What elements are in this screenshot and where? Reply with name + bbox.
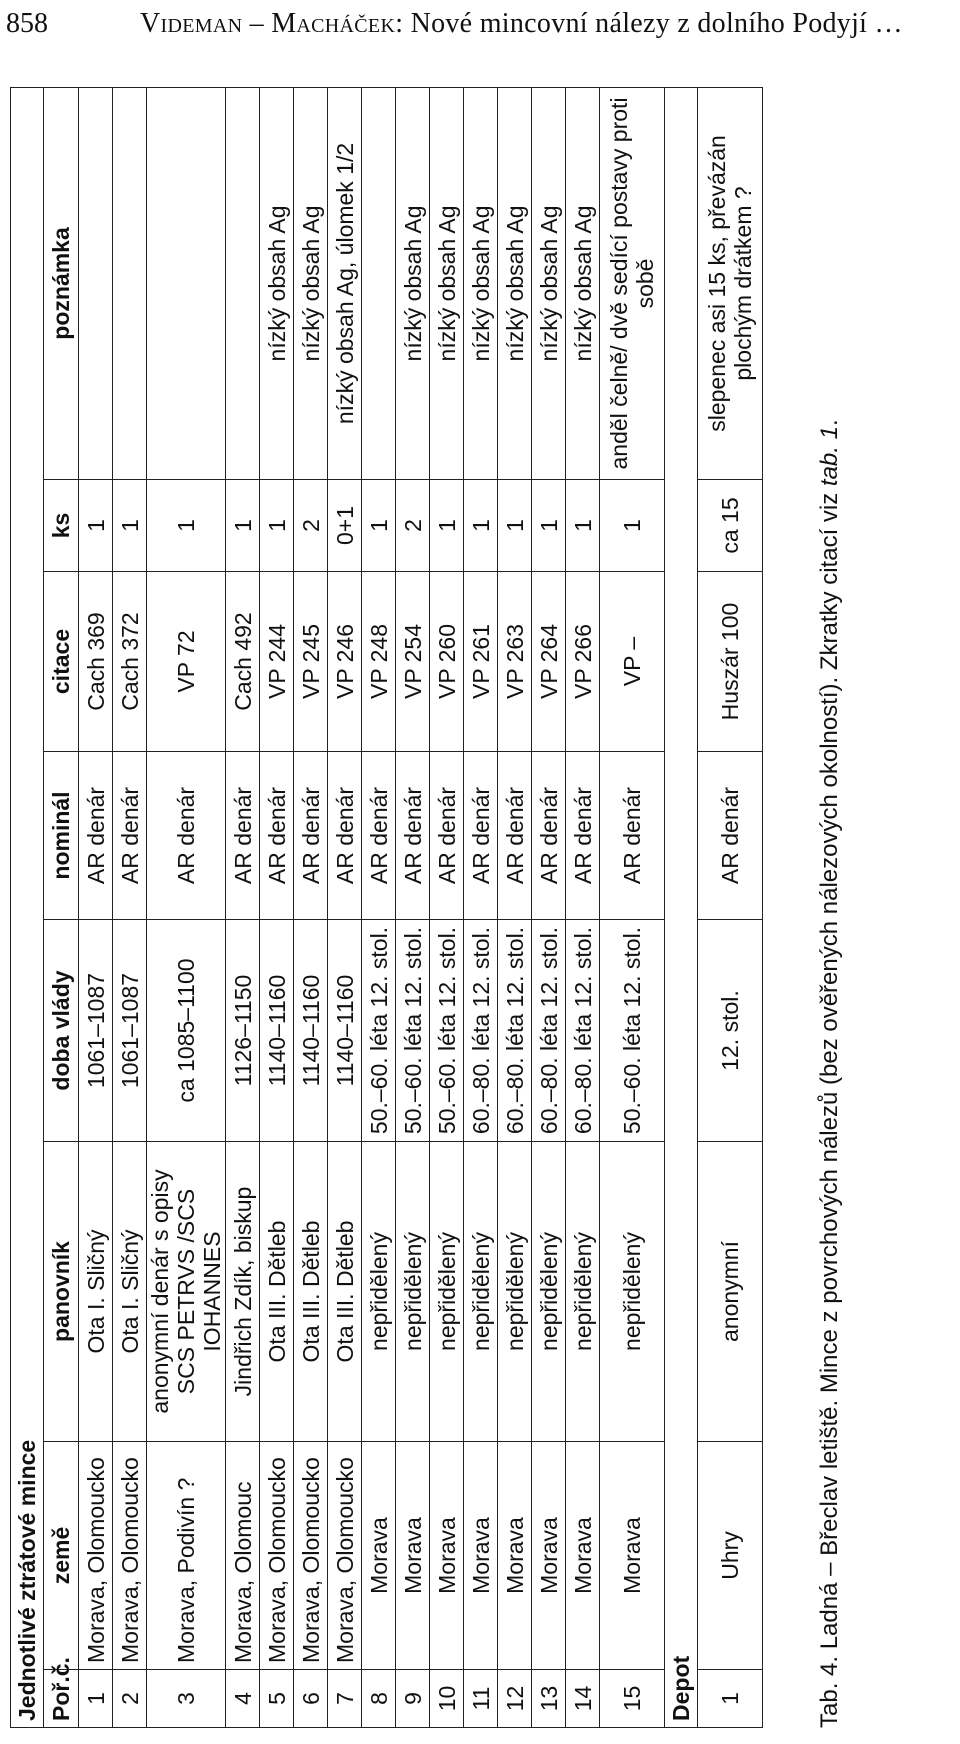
cell-země: Morava [600,1442,665,1670]
cell-dobavlády: 50.–60. léta 12. stol. [430,920,464,1142]
cell-země: Morava [498,1442,532,1670]
table-row [396,87,430,1727]
cell-ks: 1 [464,480,498,572]
cell-pořč: 11 [464,1670,498,1728]
cell-citace: VP 246 [328,572,362,752]
cell-dobavlády: 60.–80. léta 12. stol. [566,920,600,1142]
page-number: 858 [6,8,48,39]
table-row [79,87,113,1727]
cell-nominál: AR denár [294,752,328,920]
cell-nominál: AR denár [600,752,665,920]
cell-pořč: 1 [698,1670,763,1728]
cell-země: Morava, Podivín ? [147,1442,226,1670]
cell-ks: 1 [532,480,566,572]
table-row [260,87,294,1727]
cell-panovník: nepřidělený [498,1142,532,1442]
cell-nominál: AR denár [498,752,532,920]
table-row [566,87,600,1727]
coin-table [10,87,763,1728]
cell-poznámka: nízký obsah Ag [430,87,464,479]
cell-dobavlády: 50.–60. léta 12. stol. [600,920,665,1142]
author-2: Macháček [271,8,396,39]
cell-panovník: Ota I. Sličný [79,1142,113,1442]
cell-ks: 1 [147,480,226,572]
cell-pořč: 5 [260,1670,294,1728]
cell-citace: VP 245 [294,572,328,752]
header-row [44,87,79,1727]
cell-pořč: 15 [600,1670,665,1728]
cell-panovník: Ota I. Sličný [113,1142,147,1442]
cell-poznámka: nízký obsah Ag [294,87,328,479]
cell-pořč: 14 [566,1670,600,1728]
cell-citace: Cach 369 [79,572,113,752]
cell-dobavlády: 12. stol. [698,920,763,1142]
cell-dobavlády: 1126–1150 [226,920,260,1142]
cell-poznámka: nízký obsah Ag, úlomek 1/2 [328,87,362,479]
cell-země: Morava [430,1442,464,1670]
cell-panovník: anonymní denár s opisy SCS PETRVS /SCS IOHANNES [147,1142,226,1442]
table-row [328,87,362,1727]
table-row [147,87,226,1727]
cell-dobavlády: ca 1085–1100 [147,920,226,1142]
cell-ks: 1 [362,480,396,572]
cell-země: Morava, Olomoucko [294,1442,328,1670]
cell-ks: 2 [294,480,328,572]
cell-poznámka [226,87,260,479]
cell-země: Morava [532,1442,566,1670]
caption-end: . [816,419,843,427]
cell-pořč: 13 [532,1670,566,1728]
table-row [113,87,147,1727]
cell-dobavlády: 1140–1160 [294,920,328,1142]
cell-dobavlády: 60.–80. léta 12. stol. [532,920,566,1142]
cell-pořč: 6 [294,1670,328,1728]
cell-poznámka: nízký obsah Ag [396,87,430,479]
cell-nominál: AR denár [328,752,362,920]
cell-země: Morava [362,1442,396,1670]
cell-pořč: 3 [147,1670,226,1728]
cell-dobavlády: 50.–60. léta 12. stol. [396,920,430,1142]
cell-dobavlády: 1140–1160 [260,920,294,1142]
cell-panovník: Ota III. Dětleb [328,1142,362,1442]
column-header: ks [44,480,79,572]
cell-poznámka [362,87,396,479]
table-row [532,87,566,1727]
column-header: panovník [44,1142,79,1442]
cell-země: Morava [566,1442,600,1670]
cell-citace: Cach 372 [113,572,147,752]
cell-citace: VP 266 [566,572,600,752]
cell-nominál: AR denár [430,752,464,920]
cell-citace: VP 260 [430,572,464,752]
caption-reference: tab. 1 [816,426,843,487]
cell-země: Morava, Olomouc [226,1442,260,1670]
cell-panovník: nepřidělený [396,1142,430,1442]
cell-poznámka: anděl čelně/ dvě sedící postavy proti sobě [600,87,665,479]
section-row [11,87,44,1727]
cell-ks: 1 [566,480,600,572]
table-row [498,87,532,1727]
cell-nominál: AR denár [226,752,260,920]
cell-nominál: AR denár [698,752,763,920]
cell-poznámka [113,87,147,479]
cell-pořč: 9 [396,1670,430,1728]
cell-citace: VP 264 [532,572,566,752]
page-header [0,0,960,52]
cell-panovník: Ota III. Dětleb [260,1142,294,1442]
cell-ks: 1 [430,480,464,572]
cell-nominál: AR denár [79,752,113,920]
cell-pořč: 4 [226,1670,260,1728]
cell-ks: 1 [79,480,113,572]
cell-země: Morava [464,1442,498,1670]
cell-nominál: AR denár [113,752,147,920]
cell-citace: VP 261 [464,572,498,752]
cell-citace: VP – [600,572,665,752]
cell-ks: 1 [226,480,260,572]
cell-země: Morava [396,1442,430,1670]
cell-citace: VP 72 [147,572,226,752]
cell-panovník: nepřidělený [464,1142,498,1442]
cell-panovník: nepřidělený [430,1142,464,1442]
cell-pořč: 12 [498,1670,532,1728]
cell-pořč: 8 [362,1670,396,1728]
cell-ks: 1 [600,480,665,572]
cell-ks: 1 [498,480,532,572]
cell-panovník: Ota III. Dětleb [294,1142,328,1442]
cell-pořč: 7 [328,1670,362,1728]
author-1: Videman [140,8,243,39]
column-header: poznámka [44,87,79,479]
cell-ks: 1 [113,480,147,572]
cell-citace: VP 263 [498,572,532,752]
cell-poznámka: nízký obsah Ag [532,87,566,479]
cell-citace: VP 244 [260,572,294,752]
section-heading: Jednotlivé ztrátové mince [11,87,44,1727]
column-header: Poř.č. [44,1670,79,1728]
cell-citace: Huszár 100 [698,572,763,752]
cell-nominál: AR denár [396,752,430,920]
cell-nominál: AR denár [147,752,226,920]
cell-panovník: anonymní [698,1142,763,1442]
cell-nominál: AR denár [566,752,600,920]
column-header: nominál [44,752,79,920]
cell-země: Morava, Olomoucko [79,1442,113,1670]
cell-panovník: nepřidělený [362,1142,396,1442]
cell-pořč: 1 [79,1670,113,1728]
cell-země: Morava, Olomoucko [328,1442,362,1670]
column-header: citace [44,572,79,752]
column-header: doba vlády [44,920,79,1142]
cell-poznámka: slepenec asi 15 ks, převázán plochým drátkem ? [698,87,763,479]
table-row [600,87,665,1727]
caption-text: Tab. 4. Ladná – Břeclav letiště. Mince z povrchových nálezů (bez ověřených nálezových okolností). Zkratky citací viz [816,486,843,1728]
title-text: : Nové mincovní nálezy z dolního Podyjí … [395,8,903,39]
cell-poznámka: nízký obsah Ag [498,87,532,479]
cell-panovník: nepřidělený [600,1142,665,1442]
cell-poznámka [147,87,226,479]
cell-panovník: Jindřich Zdík, biskup [226,1142,260,1442]
cell-ks: 1 [260,480,294,572]
cell-poznámka: nízký obsah Ag [566,87,600,479]
cell-poznámka: nízký obsah Ag [464,87,498,479]
table-row [226,87,260,1727]
cell-panovník: nepřidělený [532,1142,566,1442]
cell-citace: VP 254 [396,572,430,752]
running-title [140,8,903,40]
cell-ks: ca 15 [698,480,763,572]
table-row [464,87,498,1727]
cell-dobavlády: 1140–1160 [328,920,362,1142]
cell-nominál: AR denár [532,752,566,920]
cell-nominál: AR denár [362,752,396,920]
cell-panovník: nepřidělený [566,1142,600,1442]
cell-dobavlády: 50.–60. léta 12. stol. [362,920,396,1142]
table-caption [816,88,844,1728]
cell-dobavlády: 60.–80. léta 12. stol. [464,920,498,1142]
table-row [294,87,328,1727]
cell-citace: Cach 492 [226,572,260,752]
cell-dobavlády: 1061–1087 [113,920,147,1142]
cell-citace: VP 248 [362,572,396,752]
cell-ks: 0+1 [328,480,362,572]
cell-pořč: 2 [113,1670,147,1728]
cell-poznámka [79,87,113,479]
cell-dobavlády: 1061–1087 [79,920,113,1142]
section-heading: Depot [665,87,698,1727]
cell-dobavlády: 60.–80. léta 12. stol. [498,920,532,1142]
column-header: země [44,1442,79,1670]
title-separator: – [242,8,272,39]
cell-země: Morava, Olomoucko [260,1442,294,1670]
cell-ks: 2 [396,480,430,572]
section-row [665,87,698,1727]
table-row [430,87,464,1727]
cell-poznámka: nízký obsah Ag [260,87,294,479]
rotated-table-block [10,88,860,1728]
table-row [362,87,396,1727]
table-row [698,87,763,1727]
cell-nominál: AR denár [464,752,498,920]
cell-pořč: 10 [430,1670,464,1728]
cell-nominál: AR denár [260,752,294,920]
cell-země: Uhry [698,1442,763,1670]
cell-země: Morava, Olomoucko [113,1442,147,1670]
